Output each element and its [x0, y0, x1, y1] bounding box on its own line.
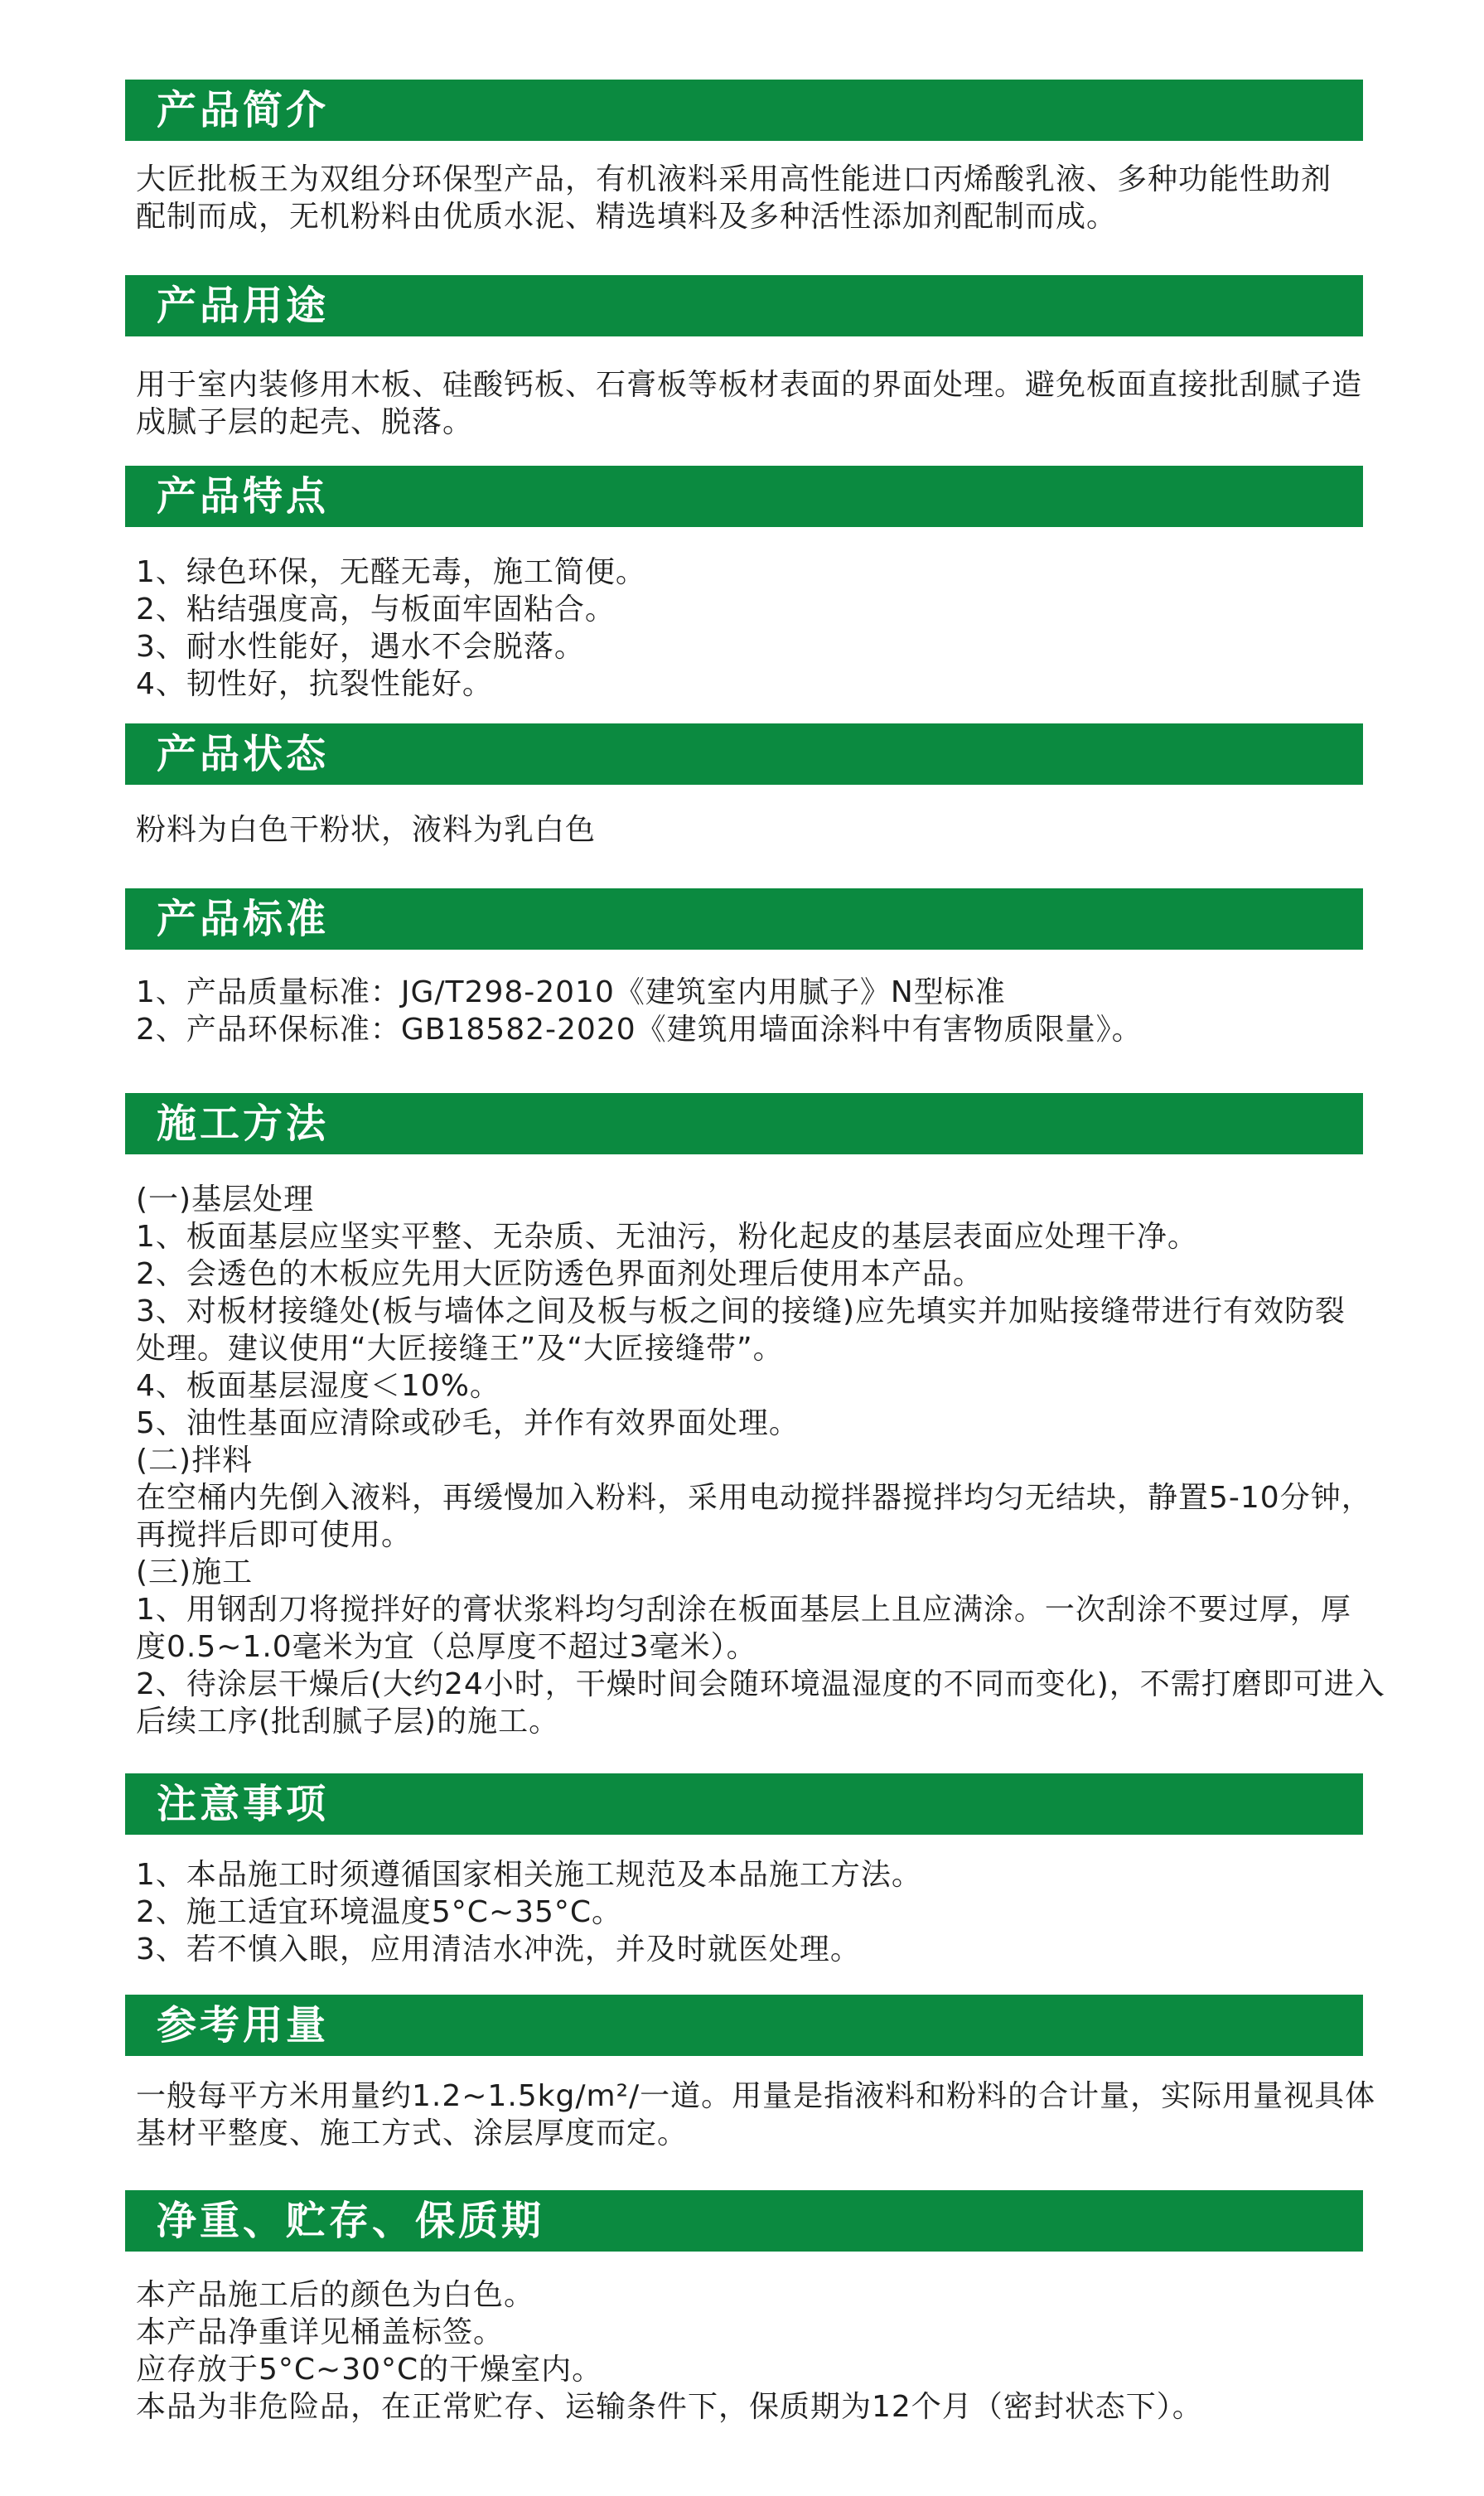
section-title: 注意事项	[157, 1781, 330, 1827]
list-item: 2、待涂层干燥后(大约24小时，干燥时间会随环境温湿度的不同而变化)，不需打磨即可进入	[136, 1667, 1385, 1701]
section-title: 参考用量	[157, 2002, 330, 2049]
list-item: 3、耐水性能好，遇水不会脱落。	[136, 630, 585, 664]
section-product-standards	[125, 888, 1363, 1047]
list-item: 1、绿色环保，无醛无毒，施工简便。	[136, 555, 646, 589]
list-item: 2、产品环保标准：GB18582-2020《建筑用墙面涂料中有害物质限量》。	[136, 1013, 1143, 1047]
text-line: 本品为非危险品，在正常贮存、运输条件下，保质期为12个月（密封状态下）。	[136, 2390, 1203, 2424]
section-header-bar	[125, 1093, 1363, 1154]
text-line: 应存放于5°C~30°C的干燥室内。	[136, 2353, 603, 2387]
section-construction-method	[125, 1093, 1385, 1739]
section-title: 净重、贮存、保质期	[157, 2198, 545, 2244]
section-header-bar	[125, 1995, 1363, 2056]
list-item: 1、本品施工时须遵循国家相关施工规范及本品施工方法。	[136, 1858, 922, 1892]
text-line: 配制而成，无机粉料由优质水泥、精选填料及多种活性添加剂配制而成。	[136, 200, 1118, 234]
section-body	[136, 161, 1332, 235]
list-item-continued: 处理。建议使用“大匠接缝王”及“大匠接缝带”。	[136, 1332, 784, 1366]
section-product-usage	[125, 275, 1363, 439]
text-line: 在空桶内先倒入液料，再缓慢加入粉料，采用电动搅拌器搅拌均匀无结块，静置5-10分钟，	[136, 1481, 1372, 1515]
list-item: 2、会透色的木板应先用大匠防透色界面剂处理后使用本产品。	[136, 1257, 984, 1291]
section-title: 产品标准	[157, 896, 330, 942]
list-item: 5、油性基面应清除或砂毛，并作有效界面处理。	[136, 1406, 800, 1440]
section-body	[136, 1856, 922, 1968]
section-header-bar	[125, 466, 1363, 527]
list-item: 1、产品质量标准：JG/T298-2010《建筑室内用腻子》N型标准	[136, 975, 1006, 1009]
section-header-bar	[125, 80, 1363, 141]
list-item: 1、板面基层应坚实平整、无杂质、无油污，粉化起皮的基层表面应处理干净。	[136, 1220, 1198, 1254]
subheading: (三)施工	[136, 1555, 254, 1589]
section-product-features	[125, 466, 1363, 701]
text-line: 用于室内装修用木板、硅酸钙板、石膏板等板材表面的界面处理。避免板面直接批刮腻子造	[136, 368, 1363, 402]
section-body	[136, 974, 1143, 1048]
section-body	[136, 1181, 1385, 1740]
section-reference-dosage	[125, 1995, 1376, 2150]
list-item: 2、粘结强度高，与板面牢固粘合。	[136, 593, 616, 626]
text-line: 大匠批板王为双组分环保型产品，有机液料采用高性能进口丙烯酸乳液、多种功能性助剂	[136, 162, 1332, 196]
list-item-continued: 后续工序(批刮腻子层)的施工。	[136, 1705, 560, 1739]
section-body	[136, 366, 1362, 441]
text-line: 再搅拌后即可使用。	[136, 1518, 413, 1552]
list-item: 4、韧性好，抗裂性能好。	[136, 667, 493, 701]
text-line: 本产品施工后的颜色为白色。	[136, 2278, 535, 2312]
section-header-bar	[125, 1773, 1363, 1835]
section-header-bar	[125, 2190, 1363, 2252]
section-header-bar	[125, 275, 1363, 336]
section-title: 产品特点	[157, 473, 330, 520]
list-item: 3、对板材接缝处(板与墙体之间及板与板之间的接缝)应先填实并加贴接缝带进行有效防裂	[136, 1294, 1346, 1328]
text-line: 基材平整度、施工方式、涂层厚度而定。	[136, 2116, 689, 2150]
section-product-intro	[125, 80, 1363, 234]
list-item: 2、施工适宜环境温度5°C~35°C。	[136, 1895, 623, 1929]
section-title: 施工方法	[157, 1100, 330, 1147]
section-body	[136, 811, 596, 849]
section-body	[136, 554, 646, 703]
section-title: 产品状态	[157, 731, 330, 777]
list-item: 3、若不慎入眼，应用清洁水冲洗，并及时就医处理。	[136, 1932, 861, 1966]
section-header-bar	[125, 723, 1363, 785]
text-line: 成腻子层的起壳、脱落。	[136, 405, 474, 439]
text-line: 一般每平方米用量约1.2~1.5kg/m²/一道。用量是指液料和粉料的合计量，实际用量视具体	[136, 2079, 1376, 2113]
section-body	[136, 2078, 1375, 2152]
section-title: 产品简介	[157, 87, 330, 133]
list-item-continued: 度0.5~1.0毫米为宜（总厚度不超过3毫米）。	[136, 1630, 757, 1664]
text-line: 本产品净重详见桶盖标签。	[136, 2315, 505, 2349]
list-item: 1、用钢刮刀将搅拌好的膏状浆料均匀刮涂在板面基层上且应满涂。一次刮涂不要过厚，厚	[136, 1593, 1351, 1627]
section-body	[136, 2276, 1203, 2426]
section-title: 产品用途	[157, 283, 330, 329]
subheading: (一)基层处理	[136, 1183, 315, 1217]
section-weight-storage-shelf-life	[125, 2190, 1363, 2424]
list-item: 4、板面基层湿度＜10%。	[136, 1369, 500, 1403]
section-precautions	[125, 1773, 1363, 1966]
text-line: 粉料为白色干粉状，液料为乳白色	[136, 813, 597, 847]
subheading: (二)拌料	[136, 1444, 254, 1478]
section-header-bar	[125, 888, 1363, 950]
section-product-state	[125, 723, 1363, 847]
